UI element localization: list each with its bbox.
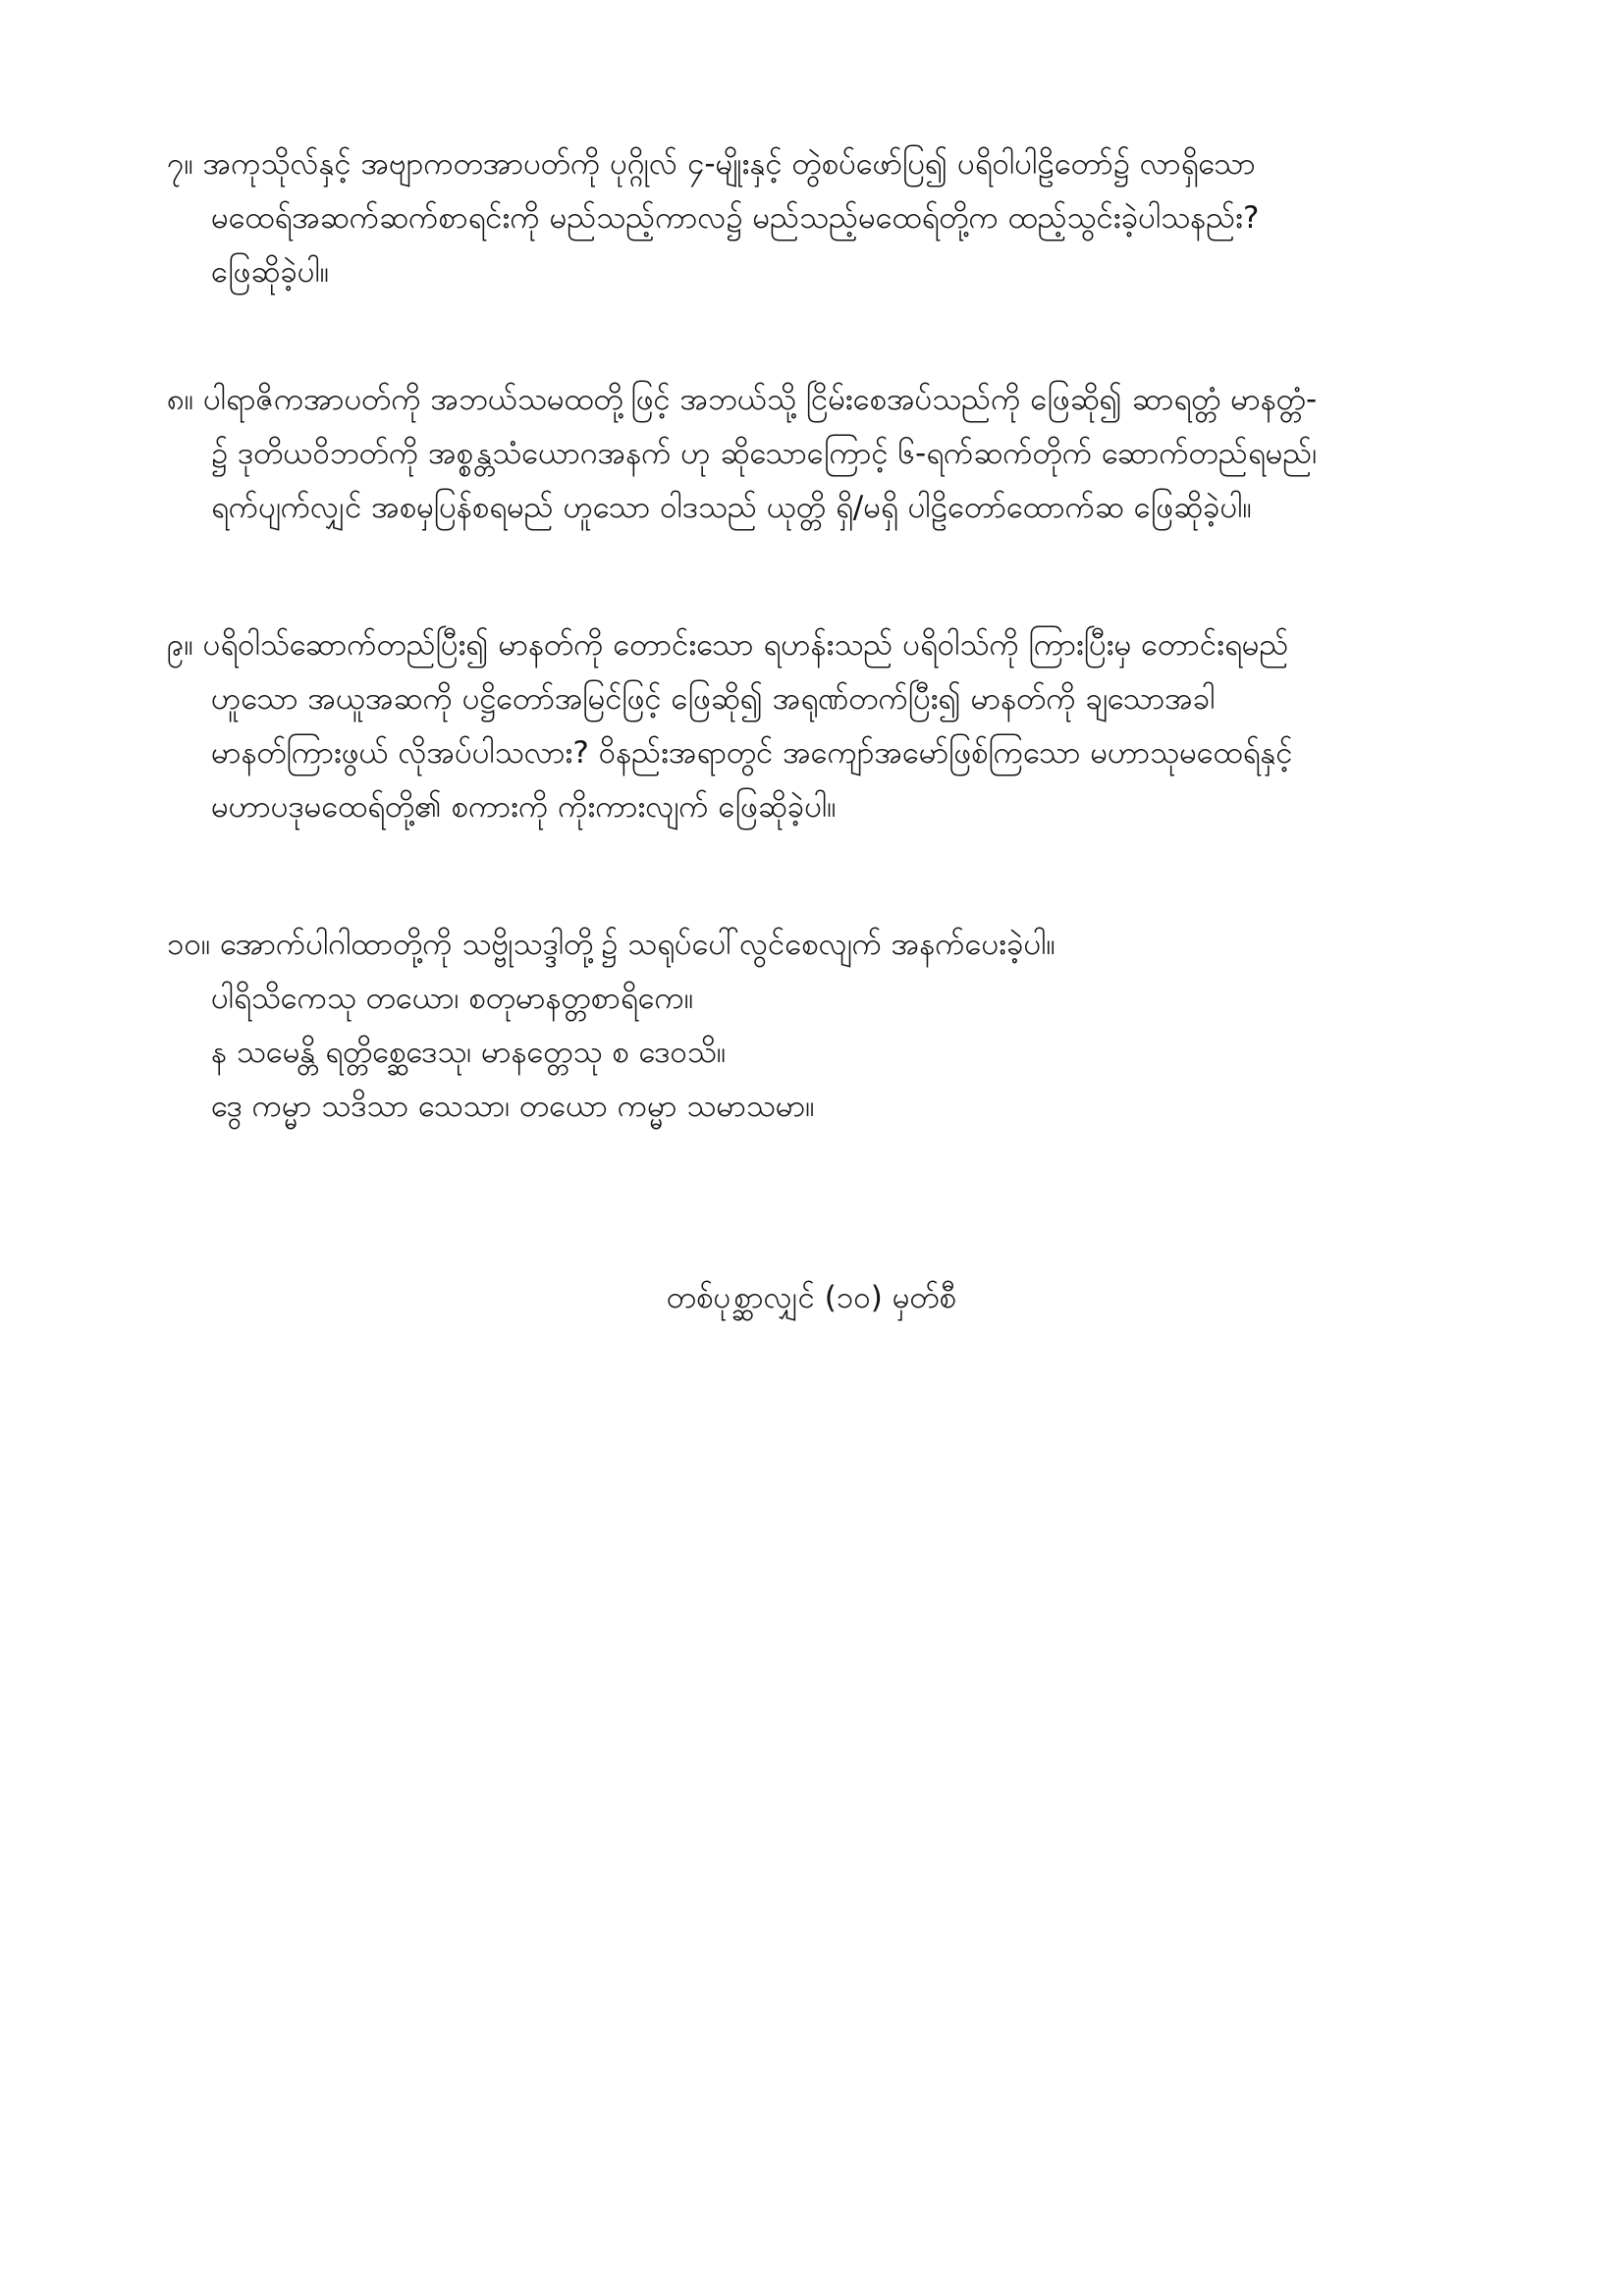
verse-line-3: ဒွေ ကမ္မာ သဒိသာ သေသာ၊ တယော ကမ္မာ သမာသမာ။	[211, 1089, 815, 1124]
question-8-line-1: ၈။ ပါရာဇိကအာပတ်ကို အဘယ်သမထတို့ဖြင့် အဘယ်သို့ ငြိမ်းစေအပ်သည်ကို ဖြေဆို၍ ဆာရတ္တံ မာနတ္တံ-	[167, 382, 1318, 417]
verse-line-1: ပါရိသိကေသု တယော၊ စတုမာနတ္တစာရိကေ။	[211, 981, 694, 1016]
question-7-line-2: မထေရ်အဆက်ဆက်စာရင်းကို မည်သည့်ကာလ၌ မည်သည့်မထေရ်တို့က ထည့်သွင်းခဲ့ပါသနည်း?	[211, 200, 1260, 236]
question-10-line-1: ၁၀။ အောက်ပါဂါထာတို့ကို သဗ္ဗိုသဒ္ဒါတို့၌ သရုပ်ပေါ်လွင်စေလျက် အနက်ပေးခဲ့ပါ။	[167, 927, 1055, 962]
question-7-line-1: ၇။ အကုသိုလ်နှင့် အဗျာကတအာပတ်ကို ပုဂ္ဂိုလ် ၄-မျိုးနှင့် တွဲစပ်ဖော်ပြ၍ ပရိဝါပါဠိတော်၌ လာရှိသော	[167, 146, 1256, 182]
question-7	[167, 137, 1502, 299]
question-9-line-4: မဟာပဒုမထေရ်တို့၏ စကားကို ကိုးကားလျက် ဖြေဆိုခဲ့ပါ။	[211, 789, 837, 825]
question-8-line-2: ၌ ဒုတိယဝိဘတ်ကို အစ္စန္တသံယောဂအနက် ဟု ဆိုသောကြောင့် ၆-ရက်ဆက်တိုက် ဆောက်တည်ရမည်၊	[211, 436, 1318, 471]
question-9-line-1: ၉။ ပရိဝါသ်ဆောက်တည်ပြီး၍ မာနတ်ကို တောင်းသော ရဟန်းသည် ပရိဝါသ်ကို ကြားပြီးမှ တောင်းရမည်	[167, 627, 1289, 663]
marks-note: တစ်ပုစ္ဆာလျှင် (၁၀) မှတ်စီ	[666, 1280, 957, 1315]
question-9	[167, 618, 1502, 834]
verse-line-2: န သမေန္တိ ရတ္တိစ္ဆေဒေသု၊ မာနတ္တေသု စ ဒေဝသိ။	[211, 1035, 727, 1070]
question-9-line-3: မာနတ်ကြားဖွယ် လိုအပ်ပါသလား? ဝိနည်းအရာတွင် အကျော်အမော်ဖြစ်ကြသော မဟာသုမထေရ်နှင့်	[211, 735, 1293, 771]
question-9-line-2: ဟူသော အယူအဆကို ပဋ္ဌိတော်အမြင်ဖြင့် ဖြေဆို၍ အရုဏ်တက်ပြီး၍ မာနတ်ကို ချသောအခါ	[211, 681, 1216, 717]
question-8	[167, 373, 1502, 535]
question-8-line-3: ရက်ပျက်လျှင် အစမှပြန်စရမည် ဟူသော ဝါဒသည် ယုတ္တိ ရှိ/မရှိ ပါဠိတော်ထောက်ဆ ဖြေဆိုခဲ့ပါ။	[211, 490, 1252, 525]
question-7-line-3: ဖြေဆိုခဲ့ပါ။	[211, 254, 330, 290]
question-10	[167, 918, 1502, 1134]
